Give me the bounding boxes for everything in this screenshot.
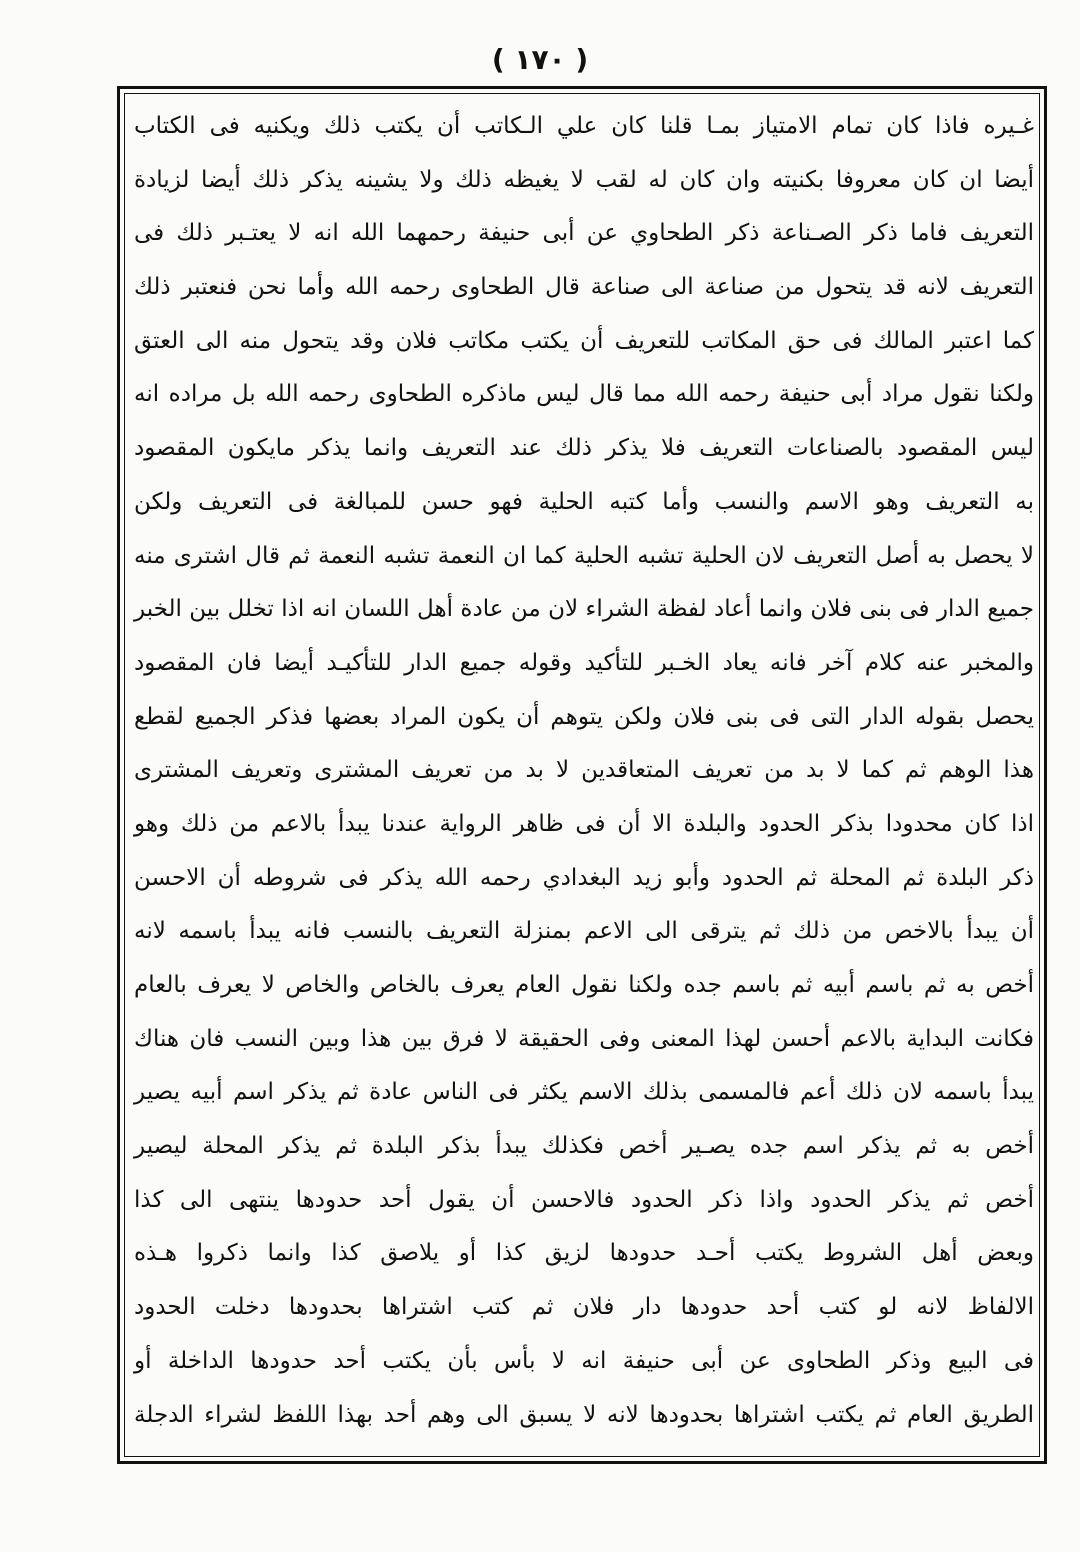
text-line: الالفاظ لانه لو كتب أحد حدودها دار فلان ثم كتب اشتراها بحدودها دخلت الحدود [134,1294,1034,1321]
text-line: وبعض أهل الشروط يكتب أحـد حدودها لزيق كذا أو يلاصق كذا وانما ذكروا هـذه [134,1240,1034,1267]
text-line: اذا كان محدودا بذكر الحدود والبلدة الا أن فى ظاهر الرواية عندنا يبدأ بالاعم من ذلك وهو [134,810,1034,837]
text-line: فكانت البداية بالاعم أحسن لهذا المعنى وفى الحقيقة لا فرق بين هذا وبين النسب فان هناك [134,1025,1034,1052]
text-line: فى البيع وذكر الطحاوى عن أبى حنيفة انه لا بأس بأن يكتب أحد حدودها الداخلة أو [134,1347,1034,1374]
text-line: الطريق العام ثم يكتب اشتراها بحدودها لانه لا يسبق الى وهم أحد بهذا اللفظ لشراء الدجلة [134,1401,1034,1428]
text-line: أخص به ثم باسم أبيه ثم باسم جده ولكنا نقول العام يعرف بالخاص والخاص لا يعرف بالعام [134,972,1034,998]
text-line: كما اعتبر المالك فى حق المكاتب للتعريف أن يكتب مكاتب فلان وقد يتحول منه الى العتق [134,327,1034,354]
text-line: به التعريف وهو الاسم والنسب وأما كتبه الحلية فهو حسن للمبالغة فى التعريف ولكن [134,488,1034,515]
text-line: أيضا ان كان معروفا بكنيته وان كان له لقب لا يغيظه ذلك ولا يشينه يذكر ذلك أيضا لزيادة [134,166,1034,193]
text-line: غـيره فاذا كان تمام الامتياز بمـا قلنا كان علي الـكاتب أن يكتب ذلك ويكنيه فى الكتاب [134,113,1034,139]
text-line: يبدأ باسمه لان ذلك أعم فالمسمى بذلك الاسم يكثر فى الناس عادة ثم يذكر اسم أبيه يصير [134,1079,1034,1106]
text-line: ذكر البلدة ثم المحلة ثم الحدود وأبو زيد البغدادي رحمه الله يذكر فى شروطه أن الاحسن [134,864,1034,891]
text-line: يحصل بقوله الدار التى فى بنى فلان ولكن يتوهم أن يكون المراد بعضها فذكر الجميع لقطع [134,703,1034,730]
text-line: أخص به ثم يذكر اسم جده يصـير أخص فكذلك يبدأ بذكر البلدة ثم يذكر المحلة ليصير [134,1133,1034,1160]
text-line: التعريف لانه قد يتحول من صناعة الى صناعة قال الطحاوى رحمه الله وأما نحن فنعتبر ذلك [134,274,1034,301]
text-line: لا يحصل به أصل التعريف لان الحلية تشبه الحلية كما ان النعمة تشبه النعمة ثم قال اشترى منه [134,542,1034,569]
body-text [134,100,1034,1442]
text-line: أن يبدأ بالاخص من ذلك ثم يترقى الى الاعم بمنزلة التعريف بالنسب فانه يبدأ باسمه لانه [134,918,1034,945]
text-line: ولكنا نقول مراد أبى حنيفة رحمه الله مما قال ليس ماذكره الطحاوى رحمه الله بل مراده انه [134,381,1034,408]
text-line: والمخبر عنه كلام آخر فانه يعاد الخـبر للتأكيد وقوله جميع الدار للتأكيـد أيضا فان المقصود [134,649,1034,676]
text-line: أخص ثم يذكر الحدود واذا ذكر الحدود فالاحسن أن يقول أحد حدودها ينتهى الى كذا [134,1186,1034,1213]
text-line: التعريف فاما ذكر الصـناعة ذكر الطحاوي عن أبى حنيفة رحمهما الله انه لا يعتـبر ذلك فى [134,220,1034,247]
text-line: ليس المقصود بالصناعات التعريف فلا يذكر ذلك عند التعريف وانما يذكر مايكون المقصود [134,435,1034,462]
page-number: ( ١٧٠ ) [491,43,589,76]
text-line: هذا الوهم ثم كما لا بد من تعريف المتعاقدين لا بد من تعريف المشترى وتعريف المشترى [134,757,1034,784]
text-line: جميع الدار فى بنى فلان وانما أعاد لفظة الشراء لان من عادة أهل اللسان انه اذا تخلل بين الخبر [134,596,1034,623]
